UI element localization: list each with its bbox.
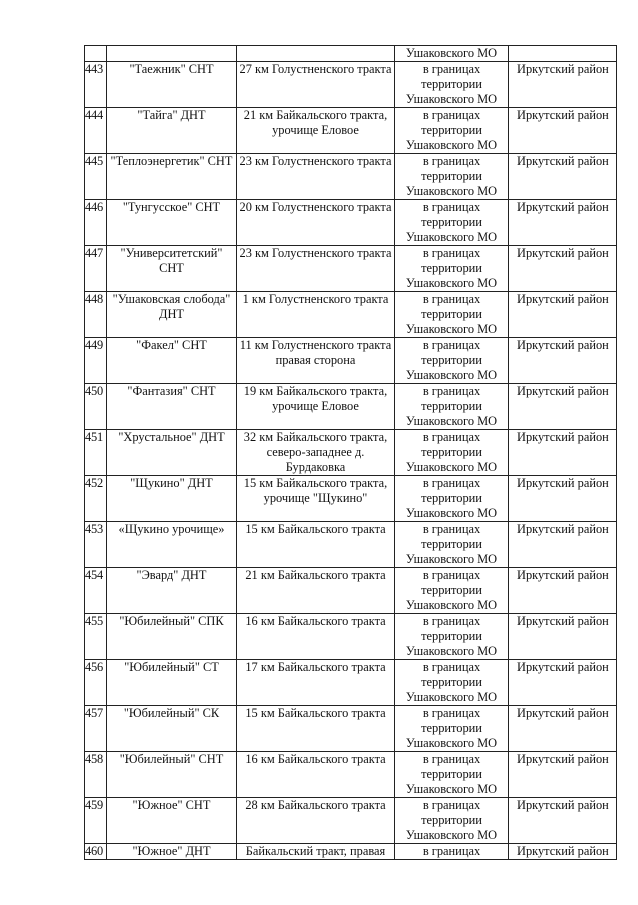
cell-name: "Юбилейный" СК — [107, 706, 237, 752]
cell-location: 27 км Голустненского тракта — [237, 62, 395, 108]
table-row — [85, 108, 617, 154]
cell-status: в границах территории Ушаковского МО — [395, 154, 509, 200]
table-row — [85, 844, 617, 860]
cell-location — [237, 46, 395, 62]
cell-region: Иркутский район — [509, 108, 617, 154]
cell-region: Иркутский район — [509, 614, 617, 660]
cell-location: 15 км Байкальского тракта — [237, 522, 395, 568]
cell-name: "Теплоэнергетик" СНТ — [107, 154, 237, 200]
cell-status: в границах территории Ушаковского МО — [395, 430, 509, 476]
cell-number: 448 — [85, 292, 107, 338]
cell-status: в границах территории Ушаковского МО — [395, 568, 509, 614]
cell-status: в границах территории Ушаковского МО — [395, 706, 509, 752]
cell-number: 450 — [85, 384, 107, 430]
cell-region: Иркутский район — [509, 200, 617, 246]
cell-number: 454 — [85, 568, 107, 614]
cell-name: "Южное" СНТ — [107, 798, 237, 844]
cell-location: Байкальский тракт, правая — [237, 844, 395, 860]
cell-name: "Ушаковская слобода" ДНТ — [107, 292, 237, 338]
cell-number: 452 — [85, 476, 107, 522]
cell-status: в границах территории Ушаковского МО — [395, 660, 509, 706]
cell-name: "Эвард" ДНТ — [107, 568, 237, 614]
cell-name — [107, 46, 237, 62]
cell-status: в границах территории Ушаковского МО — [395, 200, 509, 246]
cell-region: Иркутский район — [509, 246, 617, 292]
cell-region: Иркутский район — [509, 476, 617, 522]
registry-table — [84, 45, 617, 860]
table-row — [85, 292, 617, 338]
cell-number: 459 — [85, 798, 107, 844]
cell-number: 443 — [85, 62, 107, 108]
cell-region: Иркутский район — [509, 154, 617, 200]
cell-region — [509, 46, 617, 62]
cell-location: 1 км Голустненского тракта — [237, 292, 395, 338]
cell-name: "Таежник" СНТ — [107, 62, 237, 108]
cell-region: Иркутский район — [509, 568, 617, 614]
cell-name: "Юбилейный" СПК — [107, 614, 237, 660]
table-row — [85, 338, 617, 384]
cell-name: «Щукино урочище» — [107, 522, 237, 568]
cell-number: 453 — [85, 522, 107, 568]
cell-name: "Тайга" ДНТ — [107, 108, 237, 154]
cell-number: 460 — [85, 844, 107, 860]
cell-number: 451 — [85, 430, 107, 476]
cell-region: Иркутский район — [509, 844, 617, 860]
cell-status: в границах территории Ушаковского МО — [395, 246, 509, 292]
cell-number — [85, 46, 107, 62]
cell-name: "Щукино" ДНТ — [107, 476, 237, 522]
cell-status: в границах территории Ушаковского МО — [395, 798, 509, 844]
cell-number: 458 — [85, 752, 107, 798]
cell-name: "Юбилейный" СНТ — [107, 752, 237, 798]
table-row-continuation — [85, 46, 617, 62]
cell-number: 445 — [85, 154, 107, 200]
cell-name: "Университетский" СНТ — [107, 246, 237, 292]
cell-location: 17 км Байкальского тракта — [237, 660, 395, 706]
cell-region: Иркутский район — [509, 522, 617, 568]
cell-location: 11 км Голустненского тракта правая сторона — [237, 338, 395, 384]
table-row — [85, 660, 617, 706]
cell-region: Иркутский район — [509, 706, 617, 752]
cell-number: 455 — [85, 614, 107, 660]
cell-name: "Фантазия" СНТ — [107, 384, 237, 430]
cell-location: 15 км Байкальского тракта, урочище "Щукино" — [237, 476, 395, 522]
table-row — [85, 522, 617, 568]
cell-region: Иркутский район — [509, 338, 617, 384]
table-row — [85, 798, 617, 844]
table-row — [85, 614, 617, 660]
cell-name: "Факел" СНТ — [107, 338, 237, 384]
table-row — [85, 706, 617, 752]
table-row — [85, 568, 617, 614]
cell-number: 446 — [85, 200, 107, 246]
cell-region: Иркутский район — [509, 660, 617, 706]
cell-location: 16 км Байкальского тракта — [237, 614, 395, 660]
cell-number: 444 — [85, 108, 107, 154]
cell-status: в границах территории Ушаковского МО — [395, 292, 509, 338]
cell-number: 457 — [85, 706, 107, 752]
table-row — [85, 384, 617, 430]
cell-status: в границах территории Ушаковского МО — [395, 62, 509, 108]
cell-status: в границах территории Ушаковского МО — [395, 476, 509, 522]
cell-location: 23 км Голустненского тракта — [237, 154, 395, 200]
cell-location: 23 км Голустненского тракта — [237, 246, 395, 292]
cell-region: Иркутский район — [509, 430, 617, 476]
cell-number: 447 — [85, 246, 107, 292]
table-row — [85, 246, 617, 292]
cell-status: в границах территории Ушаковского МО — [395, 522, 509, 568]
cell-status: в границах территории Ушаковского МО — [395, 614, 509, 660]
table-row — [85, 62, 617, 108]
cell-status: в границах территории Ушаковского МО — [395, 108, 509, 154]
cell-location: 16 км Байкальского тракта — [237, 752, 395, 798]
cell-location: 20 км Голустненского тракта — [237, 200, 395, 246]
cell-number: 449 — [85, 338, 107, 384]
cell-location: 28 км Байкальского тракта — [237, 798, 395, 844]
cell-region: Иркутский район — [509, 292, 617, 338]
cell-location: 21 км Байкальского тракта — [237, 568, 395, 614]
cell-number: 456 — [85, 660, 107, 706]
cell-region: Иркутский район — [509, 384, 617, 430]
cell-region: Иркутский район — [509, 62, 617, 108]
cell-location: 32 км Байкальского тракта, северо-западнее д. Бурдаковка — [237, 430, 395, 476]
table-row — [85, 752, 617, 798]
cell-status: в границах территории Ушаковского МО — [395, 384, 509, 430]
cell-location: 21 км Байкальского тракта, урочище Еловое — [237, 108, 395, 154]
cell-status: в границах — [395, 844, 509, 860]
cell-location: 19 км Байкальского тракта, урочище Еловое — [237, 384, 395, 430]
table-row — [85, 200, 617, 246]
cell-name: "Хрустальное" ДНТ — [107, 430, 237, 476]
table-row — [85, 430, 617, 476]
table-row — [85, 476, 617, 522]
cell-region: Иркутский район — [509, 752, 617, 798]
cell-location: 15 км Байкальского тракта — [237, 706, 395, 752]
cell-status: Ушаковского МО — [395, 46, 509, 62]
cell-region: Иркутский район — [509, 798, 617, 844]
cell-name: "Юбилейный" СТ — [107, 660, 237, 706]
cell-name: "Тунгусское" СНТ — [107, 200, 237, 246]
cell-status: в границах территории Ушаковского МО — [395, 752, 509, 798]
cell-status: в границах территории Ушаковского МО — [395, 338, 509, 384]
cell-name: "Южное" ДНТ — [107, 844, 237, 860]
table-row — [85, 154, 617, 200]
